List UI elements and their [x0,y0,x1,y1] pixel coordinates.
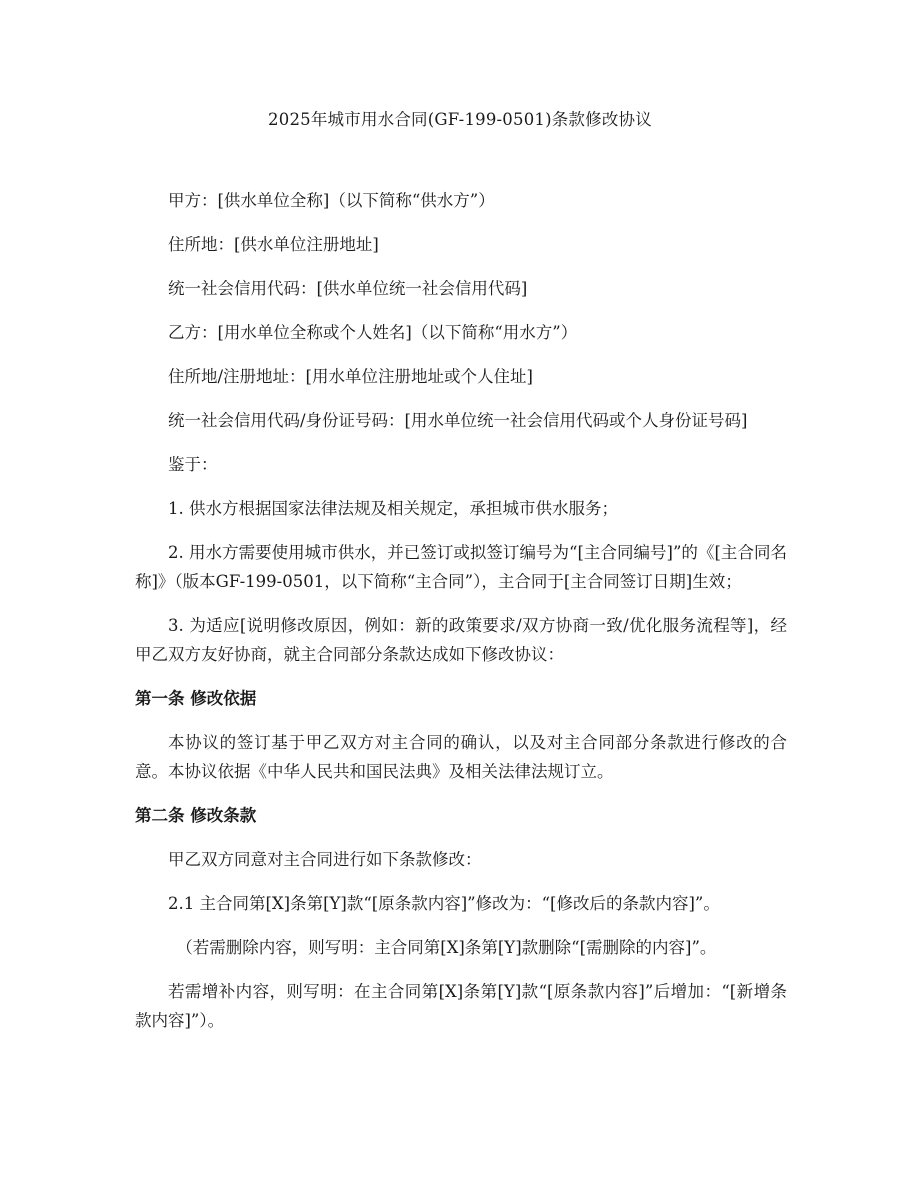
article-2-delete-note: （若需删除内容，则写明：主合同第[X]条第[Y]款删除“[需删除的内容]”。 [176,938,717,957]
article-2-heading: 第二条 修改条款 [135,806,257,825]
whereas-item-1: 1. 供水方根据国家法律法规及相关规定，承担城市供水服务； [168,499,618,518]
party-b-line: 乙方：[用水单位全称或个人姓名]（以下简称“用水方”） [168,323,578,342]
party-a-credit-code-line: 统一社会信用代码：[供水单位统一社会信用代码] [168,279,528,298]
article-1-body: 本协议的签订基于甲乙双方对主合同的确认，以及对主合同部分条款进行修改的合意。本协议依据《中华人民共和国民法典》及相关法律法规订立。 [135,733,787,781]
article-2-intro: 甲乙双方同意对主合同进行如下条款修改： [168,850,482,869]
party-b-credit-code-line: 统一社会信用代码/身份证号码：[用水单位统一社会信用代码或个人身份证号码] [168,411,748,430]
party-b-address-line: 住所地/注册地址：[用水单位注册地址或个人住址] [168,367,533,386]
whereas-label: 鉴于： [168,455,218,474]
party-a-line: 甲方：[供水单位全称]（以下简称“供水方”） [168,191,495,210]
whereas-item-2: 2. 用水方需要使用城市供水，并已签订或拟签订编号为“[主合同编号]”的《[主合同名称]》（版本GF-199-0501，以下简称“主合同”），主合同于[主合同签订日期]生效； [135,543,787,591]
whereas-item-3: 3. 为适应[说明修改原因，例如：新的政策要求/双方协商一致/优化服务流程等]，经甲乙双方友好协商，就主合同部分条款达成如下修改协议： [135,616,787,664]
document-body [135,186,787,1050]
article-1-heading: 第一条 修改依据 [135,689,257,708]
article-2-add-note: 若需增补内容，则写明：在主合同第[X]条第[Y]款“[原条款内容]”后增加：“[新增条款内容]”）。 [135,982,787,1030]
article-2-1-clause: 2.1 主合同第[X]条第[Y]款“[原条款内容]”修改为：“[修改后的条款内容]”。 [168,894,720,913]
party-a-address-line: 住所地：[供水单位注册地址] [168,235,379,254]
document-title: 2025年城市用水合同(GF-199-0501)条款修改协议 [268,110,652,129]
